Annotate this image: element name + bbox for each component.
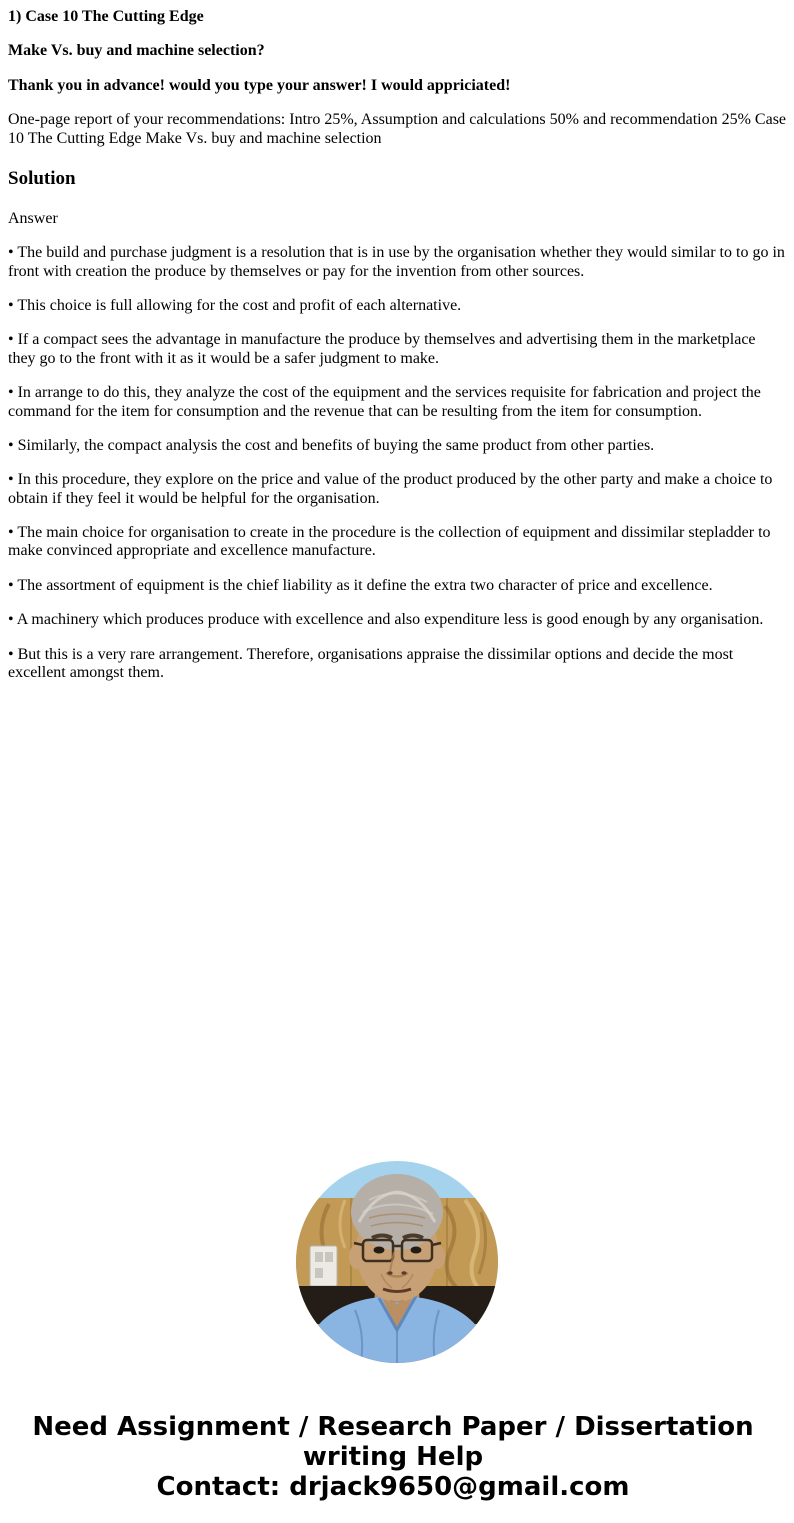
bullet-item: • If a compact sees the advantage in manufacture the produce by themselves and advertising them in the marketplace they go to the front with it as it would be a safer judgment to make. bbox=[8, 331, 756, 367]
nostril bbox=[387, 1272, 392, 1276]
tutor-avatar-illustration bbox=[295, 1160, 499, 1364]
answer-label: Answer bbox=[8, 209, 58, 227]
light-switch-key bbox=[315, 1268, 323, 1278]
footer-help-text: Need Assignment / Research Paper / Dissertation writing Help bbox=[32, 1412, 754, 1473]
tutor-avatar bbox=[295, 1160, 499, 1364]
eye bbox=[374, 1247, 385, 1254]
bullet-item: • In this procedure, they explore on the price and value of the product produced by the other party and make a choice to obtain if they feel it would be helpful for the organisation. bbox=[8, 471, 773, 507]
light-switch-key bbox=[325, 1252, 333, 1262]
blank-space bbox=[8, 698, 786, 1160]
bullet-item: • The main choice for organisation to create in the procedure is the collection of equipment and dissimilar stepladder to make convinced appropriate and excellence manufacture. bbox=[8, 524, 771, 560]
bullet-item: • The assortment of equipment is the chief liability as it define the extra two character of price and excellence. bbox=[8, 576, 713, 594]
request-line: Thank you in advance! would you type your answer! I would appriciated! bbox=[8, 76, 511, 94]
solution-heading: Solution bbox=[8, 167, 76, 189]
report-brief: One-page report of your recommendations: Intro 25%, Assumption and calculations 50% and recommendation 25% Case 10 The Cutting Edge Make Vs. buy and machine selection bbox=[8, 111, 787, 147]
bullet-item: • But this is a very rare arrangement. Therefore, organisations appraise the dissimilar options and decide the most excellent amongst them. bbox=[8, 645, 734, 682]
case-title: 1) Case 10 The Cutting Edge bbox=[8, 8, 204, 25]
bullet-item: • The build and purchase judgment is a resolution that is in use by the organisation whether they would similar to to go in front with creation the produce by themselves or pay for the invention from other sources. bbox=[8, 244, 785, 280]
bullet-item: • Similarly, the compact analysis the cost and benefits of buying the same product from other parties. bbox=[8, 436, 655, 454]
footer-contact-text: Contact: drjack9650@gmail.com bbox=[156, 1472, 630, 1503]
bullet-item: • This choice is full allowing for the cost and profit of each alternative. bbox=[8, 296, 462, 314]
footer-banner bbox=[8, 1412, 778, 1502]
nostril bbox=[401, 1272, 406, 1276]
case-subtitle: Make Vs. buy and machine selection? bbox=[8, 42, 265, 60]
bullet-item: • In arrange to do this, they analyze the cost of the equipment and the services requisite for fabrication and project the command for the item for consumption and the revenue that can be resulting from the item for consumption. bbox=[8, 384, 761, 420]
eye bbox=[411, 1247, 422, 1254]
light-switch-key bbox=[315, 1252, 323, 1262]
bullet-item: • A machinery which produces produce with excellence and also expenditure less is good enough by any organisation. bbox=[8, 611, 764, 629]
assignment-document bbox=[8, 8, 786, 682]
